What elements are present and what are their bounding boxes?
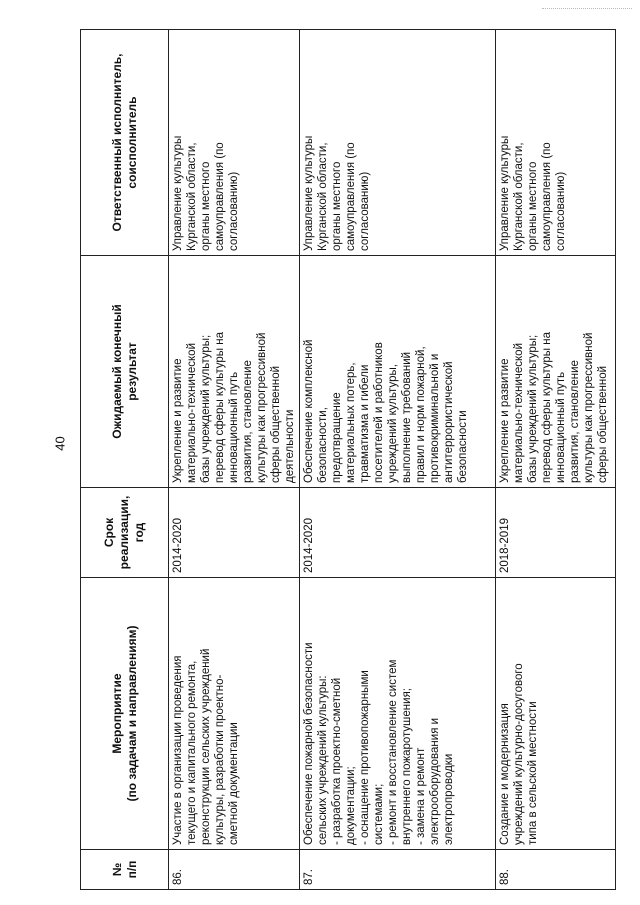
header-responsible: Ответственный исполнитель, соисполнитель	[81, 30, 169, 256]
event-cell: Создание и модернизация учреждений культурно-досугового типа в сельской местности	[496, 578, 616, 850]
responsible-cell: Управление культуры Курганской области, органы местного самоуправления (по согласованию)	[496, 30, 616, 256]
table-row	[496, 30, 616, 890]
table-header-row	[81, 30, 169, 890]
responsible-cell: Управление культуры Курганской области, органы местного самоуправления (по согласованию)	[169, 30, 300, 256]
header-event: Мероприятие (по задачам и направлениям)	[81, 578, 169, 850]
event-cell: Участие в организации проведения текущего и капитального ремонта, реконструкции сельских учреждений культуры, разработки проектно- сметной документации	[169, 578, 300, 850]
plan-table	[80, 29, 616, 890]
scan-artifact	[542, 8, 632, 19]
result-cell: Обеспечение комплексной безопасности, предотвращение материальных потерь, травматизма и гибели посетителей и работников учреждений культуры, выполнение требований правил и норм пожарной, противокриминальной и антитеррористической безопасности	[300, 256, 496, 488]
event-cell: Обеспечение пожарной безопасности сельских учреждений культуры: - разработка проектно-сметной документации; - оснащение противопожарными системами; - ремонт и восстановление систем внутреннего пожаротушения; - замена и ремонт электрооборудования и электропроводки	[300, 578, 496, 850]
period-cell: 2014-2020	[300, 488, 496, 578]
period-cell: 2018-2019	[496, 488, 616, 578]
row-number: 86.	[169, 850, 300, 890]
header-period: Срок реализации, год	[81, 488, 169, 578]
row-number: 88.	[496, 850, 616, 890]
row-number: 87.	[300, 850, 496, 890]
period-cell: 2014-2020	[169, 488, 300, 578]
table-row	[169, 30, 300, 890]
header-result: Ожидаемый конечный результат	[81, 256, 169, 488]
header-num: № п/п	[81, 850, 169, 890]
result-cell: Укрепление и развитие материально-технической базы учреждений культуры; перевод сферы культуры на инновационный путь развития, становление культуры как прогрессивной сферы общественной деятельности	[169, 256, 300, 488]
result-cell: Укрепление и развитие материально-технической базы учреждений культуры; перевод сферы культуры на инновационный путь развития, становление культуры как прогрессивной сферы общественной	[496, 256, 616, 488]
responsible-cell: Управление культуры Курганской области, органы местного самоуправления (по согласованию)	[300, 30, 496, 256]
table-row	[300, 30, 496, 890]
page-number: 40	[52, 436, 68, 451]
rotated-page	[80, 30, 608, 890]
